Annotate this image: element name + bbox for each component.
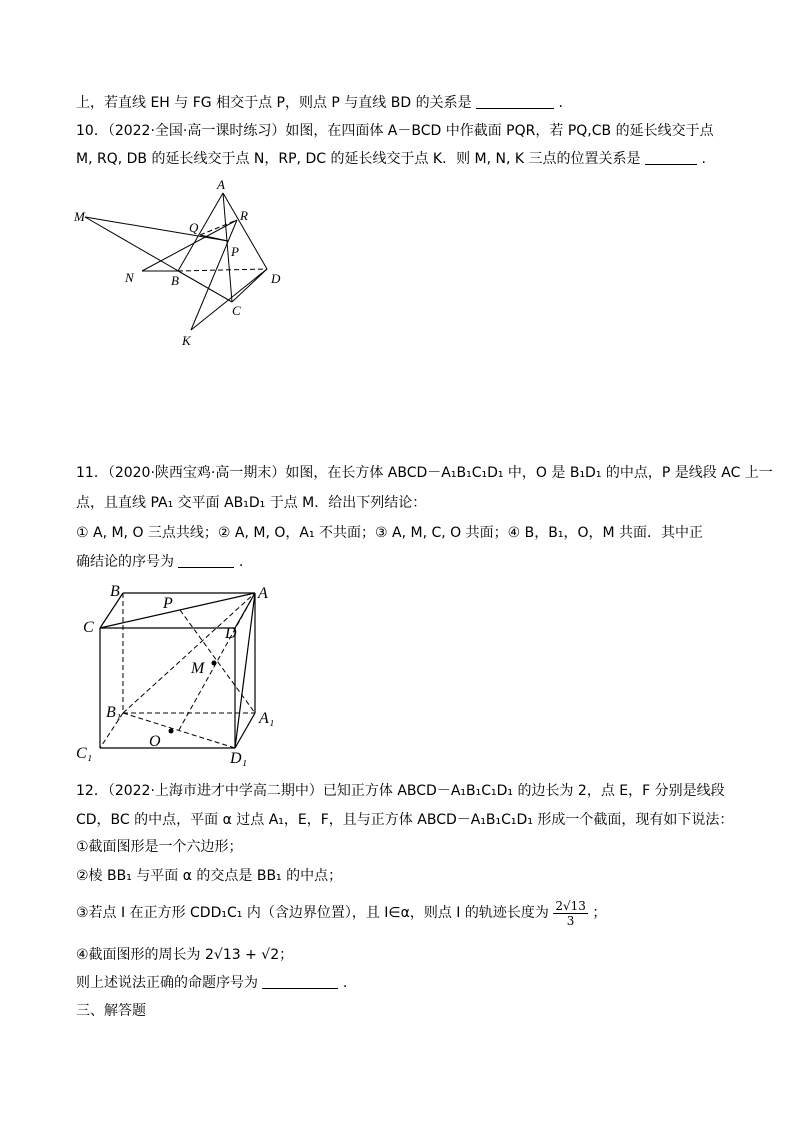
edge-BD-dashed	[178, 269, 267, 271]
label-B: B	[110, 583, 120, 600]
edge-D1A1	[235, 713, 255, 748]
q12-ask-end: .	[342, 975, 348, 991]
q11-line2: 点，且直线 PA₁ 交平面 AB₁D₁ 于点 M．给出下列结论：	[76, 495, 427, 511]
q11-answer-blank[interactable]	[178, 553, 234, 568]
q11-line4-text: 确结论的序号为	[76, 554, 174, 570]
fraction-numerator: 2√13	[555, 898, 586, 913]
label-B: B	[171, 273, 179, 288]
label-O: O	[149, 733, 161, 750]
q12-ask	[76, 974, 347, 992]
q9-answer-blank[interactable]	[476, 94, 554, 109]
point-O	[169, 729, 174, 734]
label-Q: Q	[189, 220, 199, 235]
label-M: M	[74, 209, 85, 224]
label-D: D	[271, 271, 281, 286]
label-M: M	[191, 660, 205, 677]
label-P: P	[231, 244, 239, 259]
label-N: N	[125, 270, 134, 285]
label-C: C	[83, 619, 94, 636]
label-P: P	[163, 595, 173, 612]
edge-AD	[223, 193, 267, 269]
label-A1: A₁	[259, 710, 275, 727]
q11-line1: 11．（2020·陕西宝鸡·高一期末）如图，在长方体 ABCD－A₁B₁C₁D₁ 中，O 是 B₁D₁ 的中点，P 是线段 AC 上一	[76, 465, 773, 481]
q10-line2	[76, 150, 706, 168]
q12-item3-end: ；	[592, 905, 607, 921]
label-K: K	[182, 333, 191, 348]
figure-tetrahedron	[60, 175, 300, 350]
q12-item2: ②棱 BB₁ 与平面 α 的交点是 BB₁ 的中点；	[76, 868, 343, 884]
q12-ask-text: 则上述说法正确的命题序号为	[76, 975, 258, 991]
label-B1: B₁	[106, 704, 122, 721]
q11-line4	[76, 553, 243, 571]
q11-line4-end: .	[238, 554, 244, 570]
label-D1: D₁	[230, 750, 248, 767]
q10-line2-end: .	[701, 151, 706, 167]
q9-tail-text: 上，若直线 EH 与 FG 相交于点 P，则点 P 与直线 BD 的关系是	[76, 95, 472, 111]
q10-answer-blank[interactable]	[645, 150, 697, 165]
label-A: A	[258, 585, 268, 602]
fraction-2root13-over-3	[553, 899, 588, 928]
diag-B1D1-dashed	[123, 713, 235, 748]
q12-item3-text: ③若点 I 在正方形 CDD₁C₁ 内（含边界位置），且 I∈α，则点 I 的轨迹长度为	[76, 905, 549, 921]
q12-line2: CD，BC 的中点，平面 α 过点 A₁，E，F，且与正方体 ABCD－A₁B₁C₁D₁ 形成一个截面，现有如下说法：	[76, 812, 734, 828]
edge-CD	[232, 269, 267, 302]
q12-item3	[76, 898, 606, 928]
figure-cuboid	[70, 578, 290, 768]
label-D: D	[225, 625, 237, 642]
q10-line1: 10．（2022·全国·高一课时练习）如图，在四面体 A－BCD 中作截面 PQR，若 PQ,CB 的延长线交于点	[76, 123, 714, 139]
point-M	[212, 661, 217, 666]
label-R: R	[240, 208, 248, 223]
label-C1: C₁	[76, 745, 93, 762]
section-heading: 三、解答题	[76, 1003, 146, 1019]
q12-answer-blank[interactable]	[262, 974, 338, 989]
line-A-D1	[235, 593, 255, 748]
q10-line2-text: M, RQ, DB 的延长线交于点 N，RP, DC 的延长线交于点 K．则 M, N, K 三点的位置关系是	[76, 151, 641, 167]
q12-line1: 12．（2022·上海市进才中学高二期中）已知正方体 ABCD－A₁B₁C₁D₁ 的边长为 2，点 E，F 分别是线段	[76, 783, 725, 799]
q12-item4: ④截面图形的周长为 2√13 + √2；	[76, 947, 294, 963]
edge-AB	[178, 193, 223, 271]
label-A: A	[217, 177, 225, 192]
q12-item1: ①截面图形是一个六边形；	[76, 839, 243, 855]
fraction-denominator: 3	[566, 913, 575, 928]
q9-tail-end: .	[558, 95, 563, 111]
label-C: C	[232, 303, 241, 318]
q9-tail-line	[76, 94, 563, 112]
line-KD	[191, 269, 267, 330]
q11-line3: ① A, M, O 三点共线；② A, M, O，A₁ 不共面；③ A, M, C, O 共面；④ B，B₁，O，M 共面．其中正	[76, 525, 704, 541]
